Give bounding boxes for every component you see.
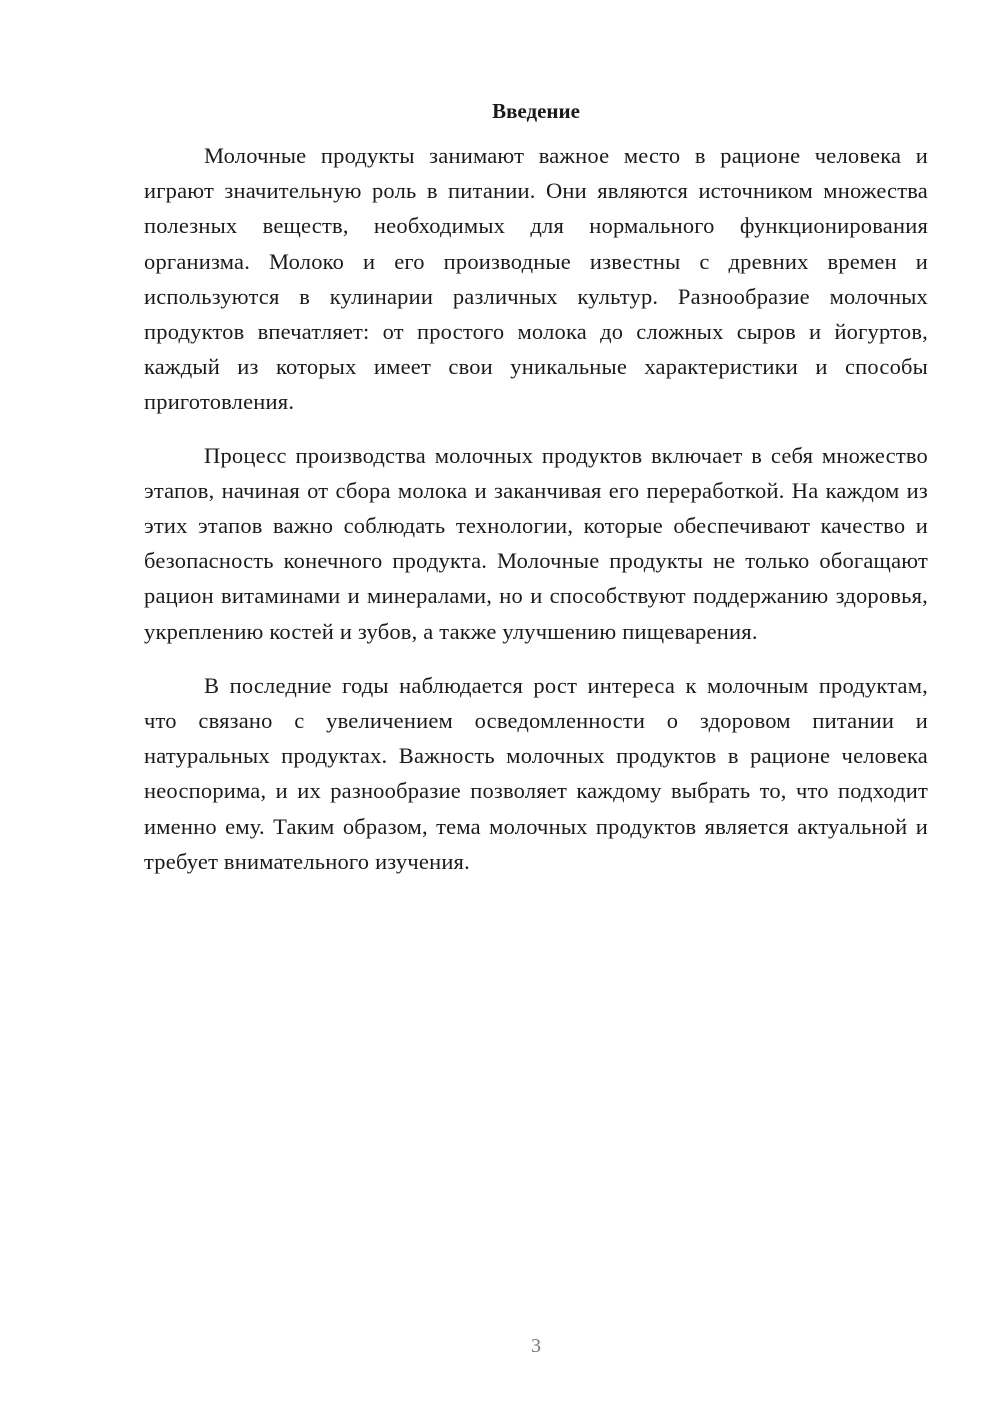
paragraph-3: В последние годы наблюдается рост интереса к молочным продуктам, что связано с увеличением осведомленности о здоровом питании и натуральных продуктах. Важность молочных продуктов в рационе человека неоспорима, и их разнообразие позволяет каждому выбрать то, что подходит именно ему. Таким образом, тема молочных продуктов является актуальной и требует внимательного изучения. — [144, 672, 928, 874]
section-heading: Введение — [492, 99, 580, 123]
page-content — [144, 96, 928, 879]
paragraph-1: Молочные продукты занимают важное место в рационе человека и играют значительную роль в питании. Они являются источником множества полезных веществ, необходимых для нормального функционирования организма. Молоко и его производные известны с древних времен и используются в кулинарии различных культур. Разнообразие молочных продуктов впечатляет: от простого молока до сложных сыров и йогуртов, каждый из которых имеет свои уникальные характеристики и способы приготовления. — [144, 143, 928, 415]
page-number: 3 — [531, 1335, 541, 1357]
paragraph-2: Процесс производства молочных продуктов включает в себя множество этапов, начиная от сбора молока и заканчивая его переработкой. На каждом из этих этапов важно соблюдать технологии, которые обеспечивают качество и безопасность конечного продукта. Молочные продукты не только обогащают рацион витаминами и минералами, но и способствуют поддержанию здоровья, укреплению костей и зубов, а также улучшению пищеварения. — [144, 442, 928, 644]
